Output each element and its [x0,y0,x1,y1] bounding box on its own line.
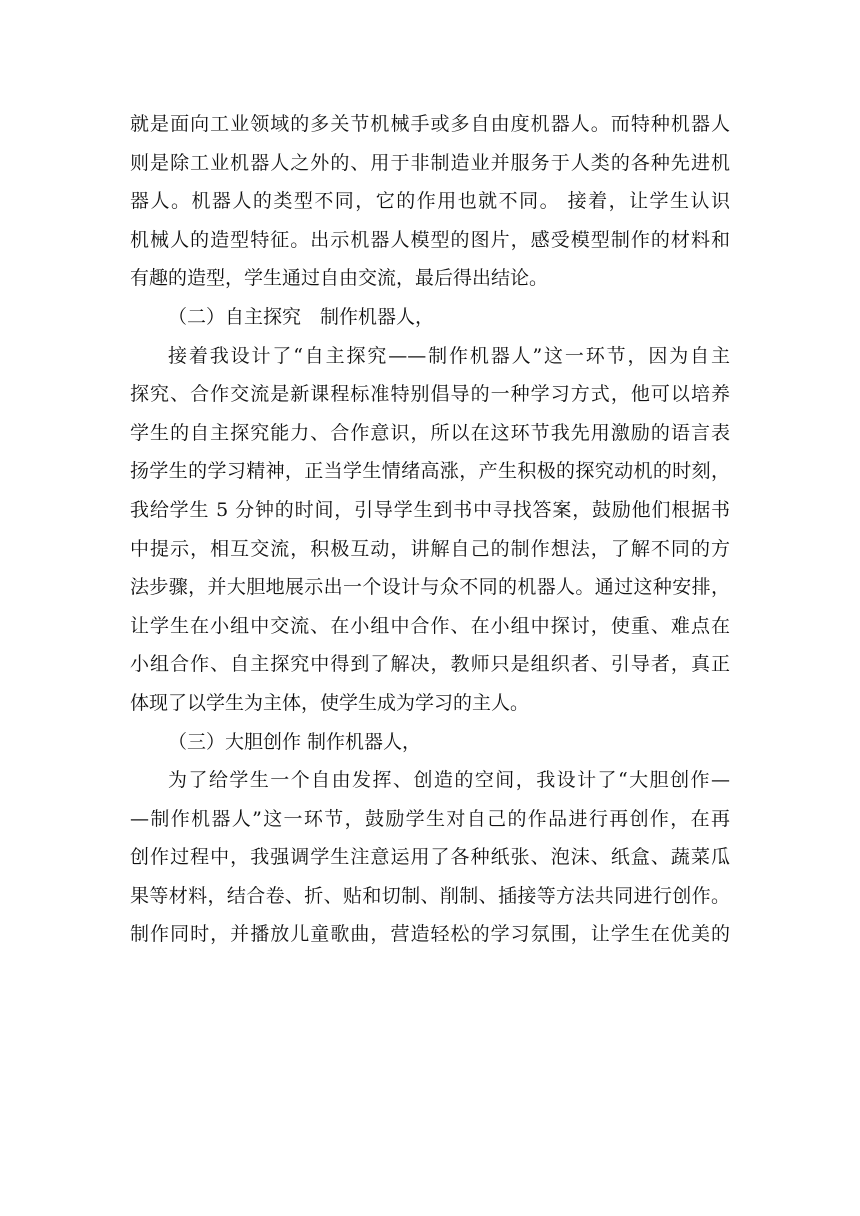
paragraph-line: 中提示，相互交流，积极互动，讲解自己的制作想法，了解不同的方 [130,537,730,560]
paragraph-line: 为了给学生一个自由发挥、创造的空间，我设计了“大胆创作— [168,769,730,792]
paragraph-line: 小组合作、自主探究中得到了解决，教师只是组织者、引导者，真正 [130,653,730,676]
paragraph-line: 我给学生 5 分钟的时间，引导学生到书中寻找答案，鼓励他们根据书 [130,498,730,521]
paragraph-line: 果等材料，结合卷、折、贴和切制、削制、插接等方法共同进行创作。 [130,884,730,907]
paragraph-line: 就是面向工业领域的多关节机械手或多自由度机器人。而特种机器人 [130,113,730,135]
paragraph-line: 法步骤，并大胆地展示出一个设计与众不同的机器人。通过这种安排， [130,576,730,599]
paragraph-line: 探究、合作交流是新课程标准特别倡导的一种学习方式，他可以培养 [130,383,730,406]
paragraph-line: —制作机器人”这一环节，鼓励学生对自己的作品进行再创作，在再 [130,807,730,830]
paragraph-line: 有趣的造型，学生通过自由交流，最后得出结论。 [130,267,549,290]
paragraph-line: 让学生在小组中交流、在小组中合作、在小组中探讨，使重、难点在 [130,614,730,637]
section-heading: （三）大胆创作 制作机器人， [168,730,422,753]
paragraph-line: 学生的自主探究能力、合作意识，所以在这环节我先用激励的语言表 [130,421,730,444]
paragraph-line: 制作同时，并播放儿童歌曲，营造轻松的学习氛围，让学生在优美的 [130,923,730,946]
paragraph-line: 器人。机器人的类型不同，它的作用也就不同。 接着，让学生认识 [130,190,730,213]
paragraph-line: 接着我设计了“自主探究——制作机器人”这一环节，因为自主 [168,344,730,367]
paragraph-line: 则是除工业机器人之外的、用于非制造业并服务于人类的各种先进机 [130,151,730,174]
paragraph-line: 体现了以学生为主体，使学生成为学习的主人。 [130,691,530,714]
paragraph-line: 扬学生的学习精神，正当学生情绪高涨，产生积极的探究动机的时刻， [130,460,730,483]
document-body [130,105,730,954]
paragraph-line: 创作过程中，我强调学生注意运用了各种纸张、泡沫、纸盒、蔬菜瓜 [130,846,730,869]
paragraph-line: 机械人的造型特征。出示机器人模型的图片，感受模型制作的材料和 [130,228,730,251]
section-heading: （二）自主探究 制作机器人， [168,305,435,328]
